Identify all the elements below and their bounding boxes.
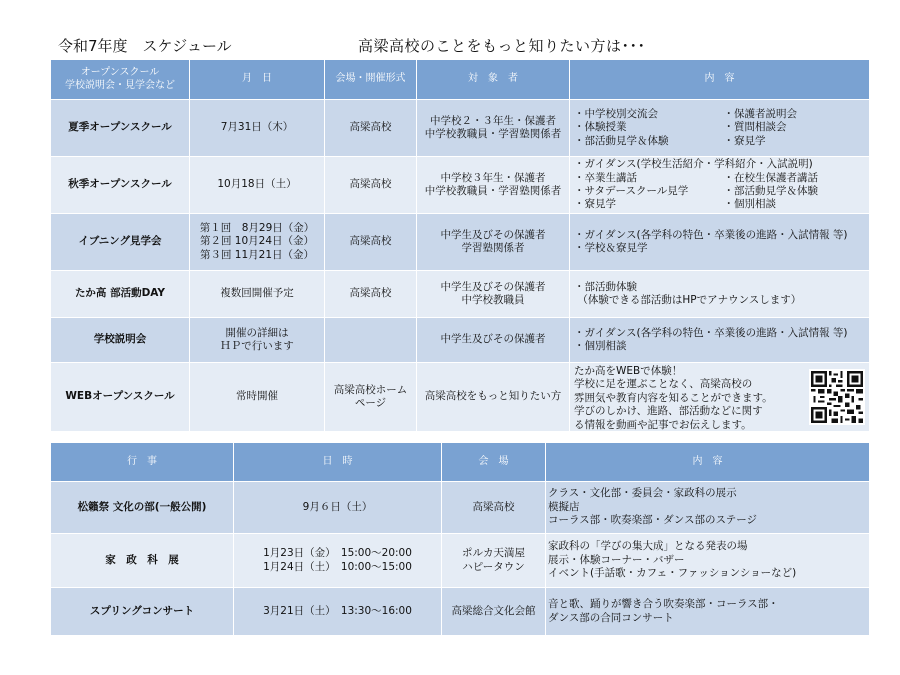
content-item: ・寮見学 — [574, 198, 616, 211]
content-item: ・保護者説明会 — [723, 107, 797, 120]
event-date: 第１回 8月29日（金） 第２回 10月24日（金） 第３回 11月21日（金） — [190, 214, 325, 271]
content-item: ・サタデースクール見学 — [574, 185, 689, 197]
event-date: 複数回開催予定 — [190, 271, 325, 318]
event-content: ・ガイダンス(各学科の特色・卒業後の進路・入試情報 等) ・学校＆寮見学 — [570, 214, 870, 271]
content-item: ・寮見学 — [723, 134, 766, 147]
page-title: 令和7年度 スケジュール — [58, 37, 232, 55]
content-item: ・個別相談 — [723, 198, 776, 211]
event-venue: 高梁高校 — [325, 271, 417, 318]
content-item: ・在校生保護者講話 — [723, 171, 818, 184]
content-item: ・体験授業 — [574, 121, 627, 134]
table-header-row — [51, 443, 870, 482]
table-row — [51, 157, 870, 214]
table-row — [51, 534, 870, 588]
event-content: クラス・文化部・委員会・家政科の展示 模擬店 コーラス部・吹奏楽部・ダンス部のステージ — [546, 482, 870, 534]
table-row — [51, 100, 870, 157]
event-target: 中学生及びその保護者 — [417, 318, 570, 363]
event-content — [570, 157, 870, 214]
event-content: ・部活動体験 （体験できる部活動はHPでアナウンスします） — [570, 271, 870, 318]
event-name: 秋季オープンスクール — [51, 157, 190, 214]
event-name: スプリングコンサート — [51, 588, 234, 636]
table-row — [51, 271, 870, 318]
event-venue: 高梁高校 — [442, 482, 546, 534]
event-date: 7月31日（木） — [190, 100, 325, 157]
header-venue: 会 場 — [442, 443, 546, 482]
event-venue: 高梁総合文化会館 — [442, 588, 546, 636]
content-item: ・質問相談会 — [723, 121, 787, 134]
content-item: ・卒業生講話 — [574, 171, 637, 184]
table-row — [51, 214, 870, 271]
web-description: たか高をWEBで体験！ 学校に足を運ぶことなく、高梁高校の 雰囲気や教育内容を知ることができます。 学びのしかけ、進路、部活動などに関す る情報を動画や記事でお伝えします。 — [574, 365, 773, 431]
header-target: 対 象 者 — [417, 60, 570, 100]
event-venue: 高梁高校ホーム ページ — [325, 363, 417, 432]
event-name: WEBオープンスクール — [51, 363, 190, 432]
header-event: オープンスクール 学校説明会・見学会など — [51, 60, 190, 100]
event-target: 中学生及びその保護者 中学校教職員 — [417, 271, 570, 318]
event-name: 家 政 科 展 — [51, 534, 234, 588]
event-venue: 高梁高校 — [325, 214, 417, 271]
event-datetime: 1月23日（金） 15:00～20:00 1月24日（土） 10:00～15:00 — [234, 534, 442, 588]
open-school-table — [50, 59, 870, 432]
content-item: ・中学校別交流会 — [574, 107, 658, 120]
header-content: 内 容 — [570, 60, 870, 100]
event-content: 家政科の「学びの集大成」となる発表の場 展示・体験コーナー・バザー イベント(手話歌・カフェ・ファッションショーなど) — [546, 534, 870, 588]
event-venue: ポルカ天満屋 ハピータウン — [442, 534, 546, 588]
event-date: 常時開催 — [190, 363, 325, 432]
event-venue: 高梁高校 — [325, 100, 417, 157]
header-event: 行 事 — [51, 443, 234, 482]
event-content — [570, 363, 870, 432]
event-date: 開催の詳細は ＨＰで行います — [190, 318, 325, 363]
event-content: ・ガイダンス(各学科の特色・卒業後の進路・入試情報 等) ・個別相談 — [570, 318, 870, 363]
content-item: ・部活動見学＆体験 — [574, 134, 669, 147]
table-row — [51, 588, 870, 636]
table-header-row — [51, 60, 870, 100]
event-date: 10月18日（土） — [190, 157, 325, 214]
event-name: イブニング見学会 — [51, 214, 190, 271]
qr-code-icon[interactable] — [809, 369, 865, 425]
event-target: 中学校２・３年生・保護者 中学校教職員・学習塾関係者 — [417, 100, 570, 157]
event-datetime: 3月21日（土） 13:30～16:00 — [234, 588, 442, 636]
event-target: 高梁高校をもっと知りたい方 — [417, 363, 570, 432]
event-name: たか高 部活動DAY — [51, 271, 190, 318]
content-item: ・部活動見学＆体験 — [723, 185, 818, 197]
event-content — [570, 100, 870, 157]
page-subtitle: 高梁高校のことをもっと知りたい方は･･･ — [358, 37, 646, 55]
event-venue: 高梁高校 — [325, 157, 417, 214]
header-datetime: 日 時 — [234, 443, 442, 482]
event-content: 音と歌、踊りが響き合う吹奏楽部・コーラス部・ ダンス部の合同コンサート — [546, 588, 870, 636]
event-name: 松籟祭 文化の部(一般公開) — [51, 482, 234, 534]
content-item: ・ガイダンス(学校生活紹介・学科紹介・入試説明) — [574, 158, 813, 171]
events-table — [50, 442, 870, 636]
event-name: 夏季オープンスクール — [51, 100, 190, 157]
event-target: 中学生及びその保護者 学習塾関係者 — [417, 214, 570, 271]
header-date: 月 日 — [190, 60, 325, 100]
event-target: 中学校３年生・保護者 中学校教職員・学習塾関係者 — [417, 157, 570, 214]
table-row — [51, 363, 870, 432]
event-datetime: 9月６日（土） — [234, 482, 442, 534]
header-venue: 会場・開催形式 — [325, 60, 417, 100]
event-name: 学校説明会 — [51, 318, 190, 363]
header-content: 内 容 — [546, 443, 870, 482]
table-row — [51, 482, 870, 534]
event-venue — [325, 318, 417, 363]
table-row — [51, 318, 870, 363]
